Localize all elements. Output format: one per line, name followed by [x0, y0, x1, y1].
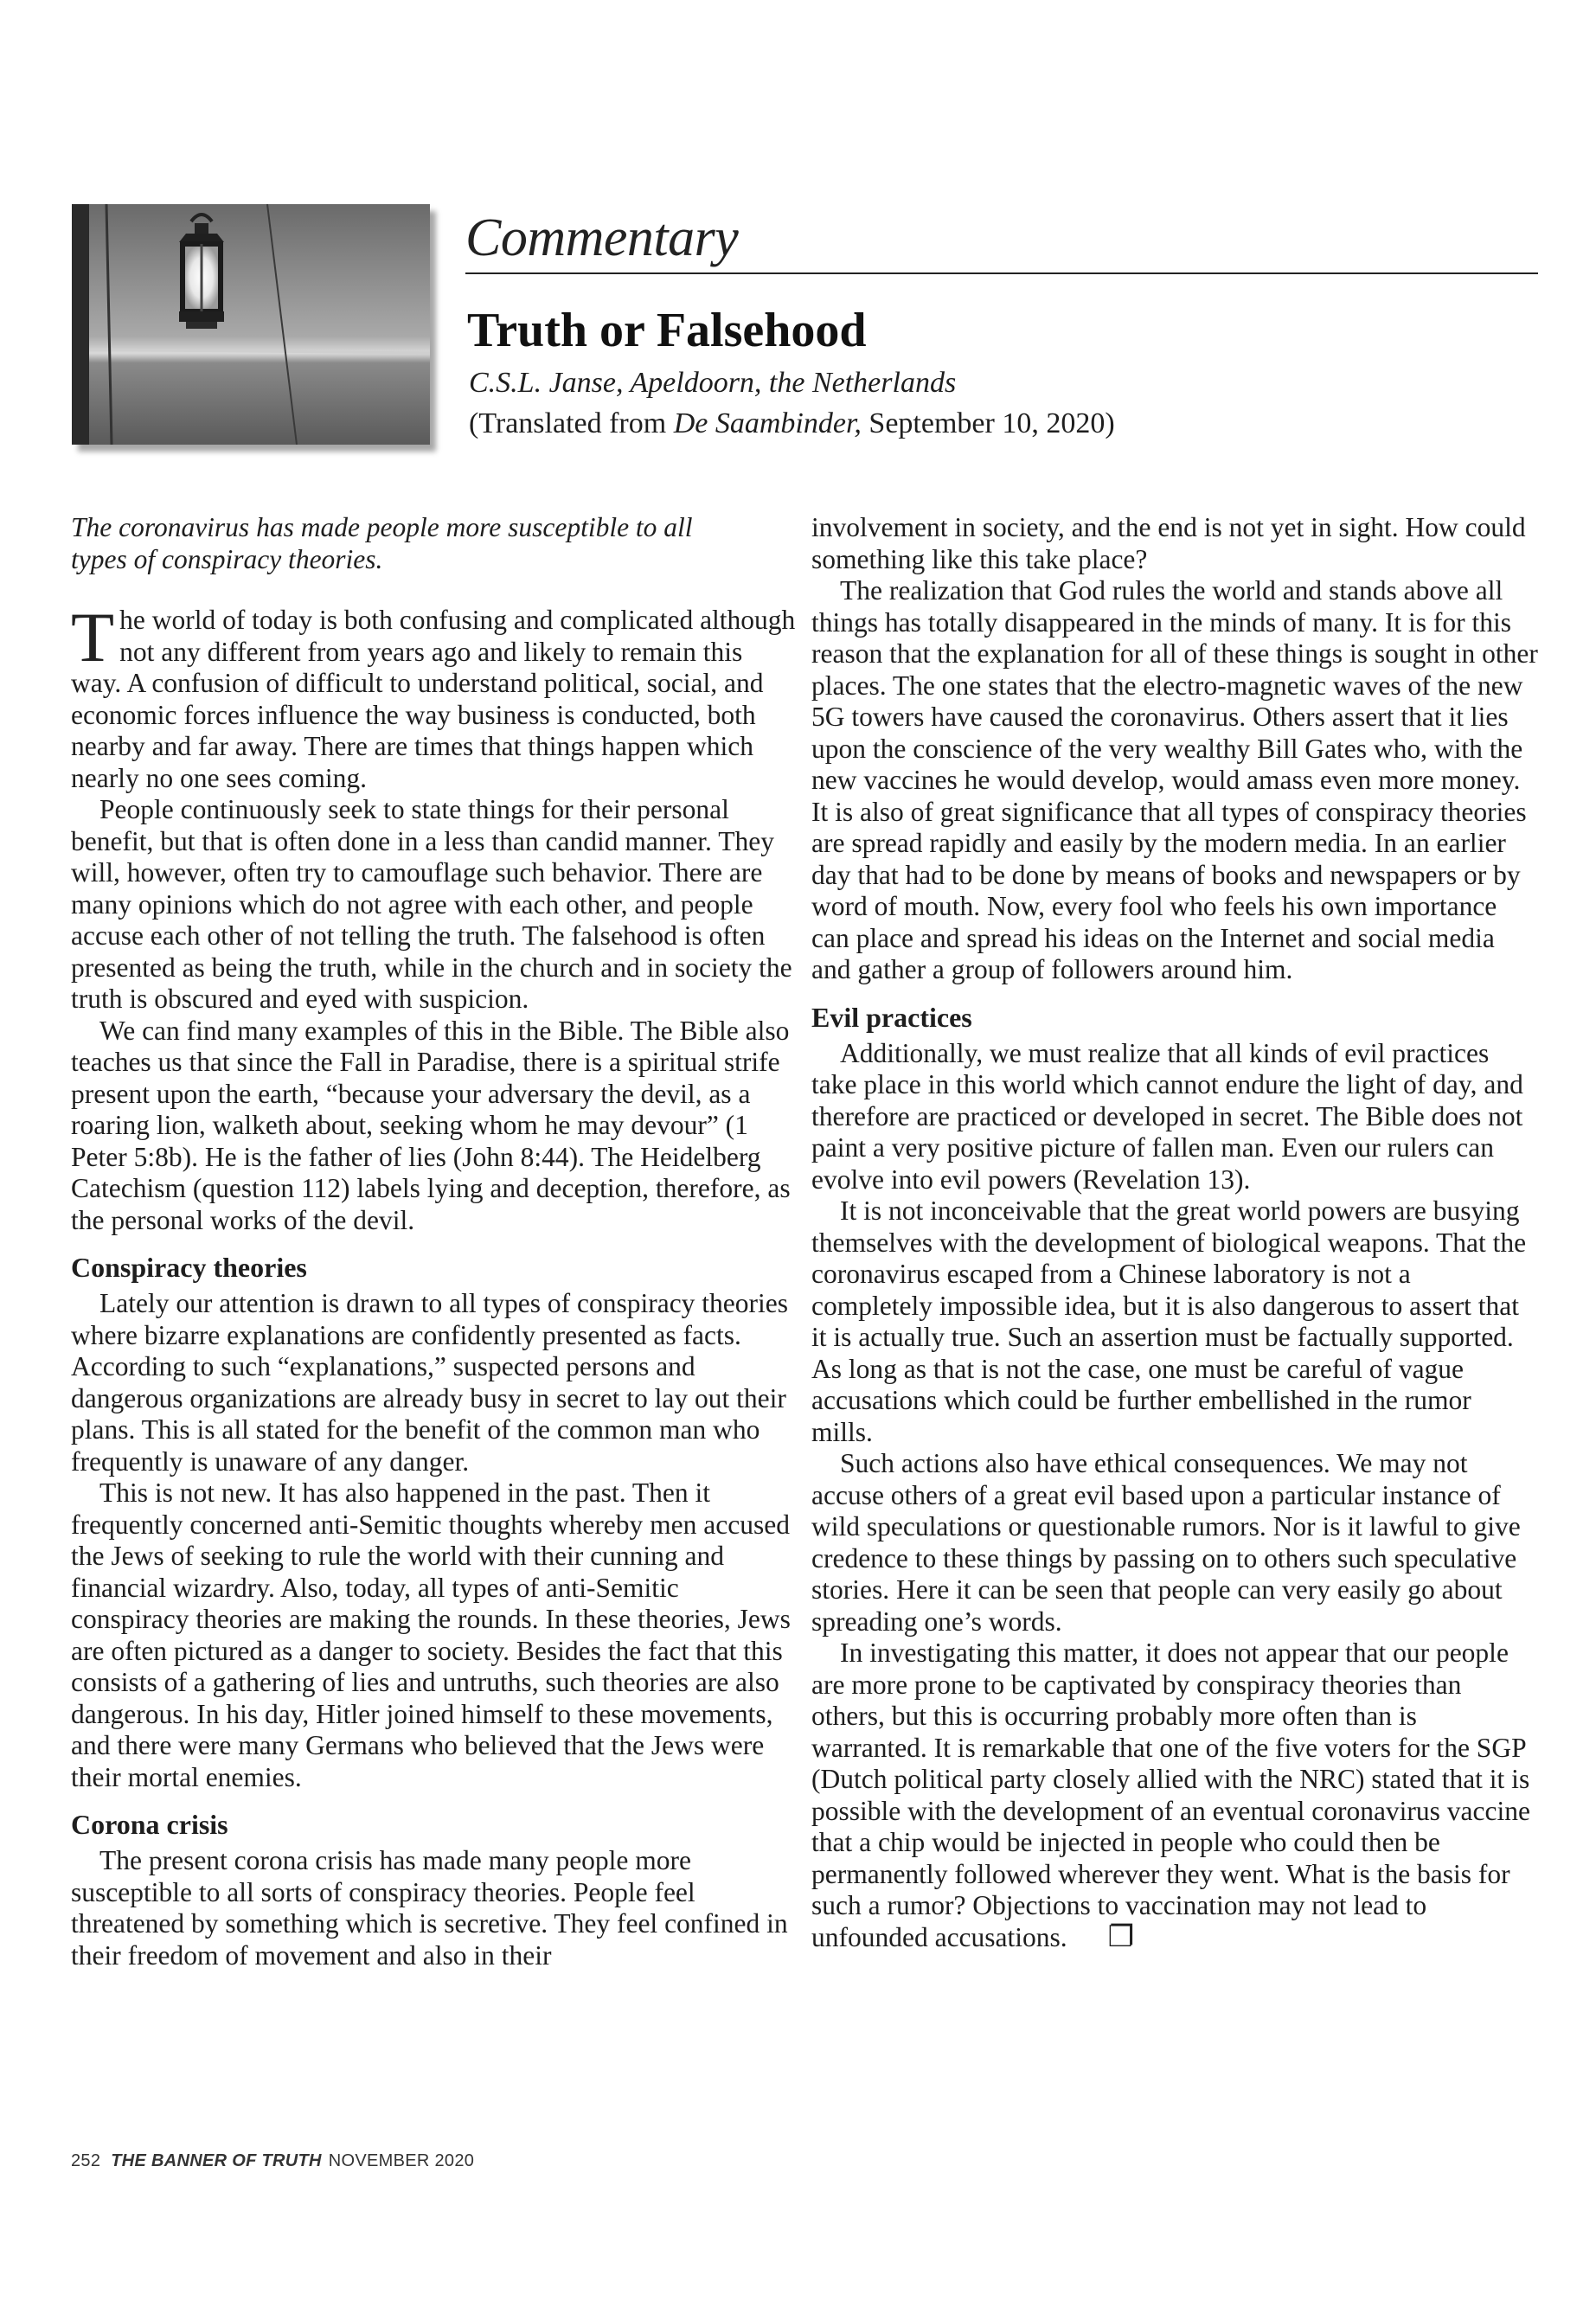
article-dek: The coronavirus has made people more susceptible to all types of conspiracy theories. — [71, 512, 693, 574]
section-label: Commentary — [465, 208, 739, 267]
page-number: 252 — [71, 2151, 101, 2170]
paragraph: involvement in society, and the end is not yet in sight. How could something like this take place? — [811, 512, 1526, 574]
section-rule — [465, 272, 1538, 274]
paragraph: In investigating this matter, it does not appear that our people are more prone to be captivated by conspiracy theories than others, but this is occurring probably more often than is warranted. It is remarkable that one of the five voters for the SGP (Dutch political party closely allied with the NRC) stated that it is possible with the development of an eventual coronavirus vaccine that a chip would be injected in people who could then be permanently followed wherever they went. What is the basis for such a rumor? Objections to vaccination may not lead to unfounded accusations. ❐ — [811, 1638, 1530, 1953]
subheading-conspiracy-theories: Conspiracy theories — [71, 1252, 307, 1283]
paragraph: This is not new. It has also happened in the past. Then it frequently concerned anti-Semitic thoughts whereby men accused the Jews of seeking to rule the world with their cunning and financial wizardry. Also, today, all types of anti-Semitic conspiracy theories are making the rounds. In these theories, Jews are often pictured as a danger to society. Besides the fact that this consists of a gathering of lies and untruths, such theories are also dangerous. In his day, Hitler joined himself to these movements, and there were many Germans who believed that the Jews were their mortal enemies. — [71, 1477, 791, 1792]
drop-cap: T — [71, 598, 115, 676]
left-column — [71, 512, 798, 1971]
publication-name: De Saambinder, — [673, 407, 862, 439]
paragraph: Such actions also have ethical consequences. We may not accuse others of a great evil based upon a particular instance of wild speculations or questionable rumors. Nor is it lawful to give credence to these things by passing on to others such speculative stories. Here it can be seen that people can very easily go about spreading one’s words. — [811, 1448, 1521, 1637]
author-byline: C.S.L. Janse, Apeldoorn, the Netherlands — [469, 367, 957, 399]
issue-date: NOVEMBER 2020 — [328, 2151, 475, 2170]
lantern-photo — [72, 204, 430, 445]
paragraph: We can find many examples of this in the Bible. The Bible also teaches us that since the Fall in Paradise, there is a spiritual strife present upon the earth, “because your adversary the devil, as a roaring lion, walketh about, seeking whom he may devour” (1 Peter 5:8b). He is the father of lies (John 8:44). The Heidelberg Catechism (question 112) labels lying and deception, therefore, as the personal works of the devil. — [71, 1015, 791, 1235]
paragraph: The realization that God rules the world and stands above all things has totally disappeared in the minds of many. It is for this reason that the explanation for all of these things is sought in other places. The one states that the electro-magnetic waves of the new 5G towers have caused the coronavirus. Others assert that it lies upon the conscience of the very wealthy Bill Gates who, with the new vaccines he would develop, would amass even more money. It is also of great significance that all types of conspiracy theories are spread rapidly and easily by the modern media. In an earlier day that had to be done by means of books and newspapers or by word of mouth. Now, every fool who feels his own importance can place and spread his ideas on the Internet and social media and gather a group of followers around him. — [811, 575, 1538, 984]
paragraph: Additionally, we must realize that all kinds of evil practices take place in this world which cannot endure the light of day, and therefore are practiced or developed in secret. The Bible does not paint a very positive picture of fallen man. Even our rulers can evolve into evil powers (Revelation 13). — [811, 1037, 1523, 1195]
lantern-icon — [72, 204, 430, 445]
subheading-corona-crisis: Corona crisis — [71, 1809, 228, 1840]
paragraph: The present corona crisis has made many people more susceptible to all sorts of conspiracy theories. People feel threatened by something which is secretive. They feel confined in their freedom of movement and also in their — [71, 1845, 788, 1971]
right-column — [811, 512, 1538, 1953]
magazine-name: THE BANNER OF TRUTH — [111, 2151, 322, 2170]
article-title: Truth or Falsehood — [467, 304, 867, 357]
page-footer — [71, 2151, 474, 2171]
subheading-evil-practices: Evil practices — [811, 1001, 972, 1033]
paragraph: The world of today is both confusing and complicated although not any different from years ago and likely to remain this way. A confusion of difficult to understand political, social, and economic forces influence the way business is conducted, both nearby and far away. There are times that things happen which nearly no one sees coming. — [71, 598, 796, 793]
paragraph: Lately our attention is drawn to all types of conspiracy theories where bizarre explanations are confidently presented as facts. According to such “explanations,” suspected persons and dangerous organizations are already busy in secret to lay out their plans. This is all stated for the benefit of the common man who frequently is unaware of any danger. — [71, 1288, 789, 1477]
translation-note: (Translated from De Saambinder, September 10, 2020) — [469, 407, 1115, 439]
end-mark-icon: ❐ — [1107, 1920, 1135, 1953]
paragraph: It is not inconceivable that the great world powers are busying themselves with the development of biological weapons. That the coronavirus escaped from a Chinese laboratory is not a completely impossible idea, but it is also dangerous to assert that it is actually true. Such an assertion must be factually supported. As long as that is not the case, one must be careful of vague accusations which could be further embellished in the rumor mills. — [811, 1195, 1527, 1447]
paragraph: People continuously seek to state things for their personal benefit, but that is often done in a less than candid manner. They will, however, often try to camouflage such behavior. There are many opinions which do not agree with each other, and people accuse each other of not telling the truth. The falsehood is often presented as being the truth, while in the church and in society the truth is obscured and eyed with suspicion. — [71, 794, 792, 1014]
